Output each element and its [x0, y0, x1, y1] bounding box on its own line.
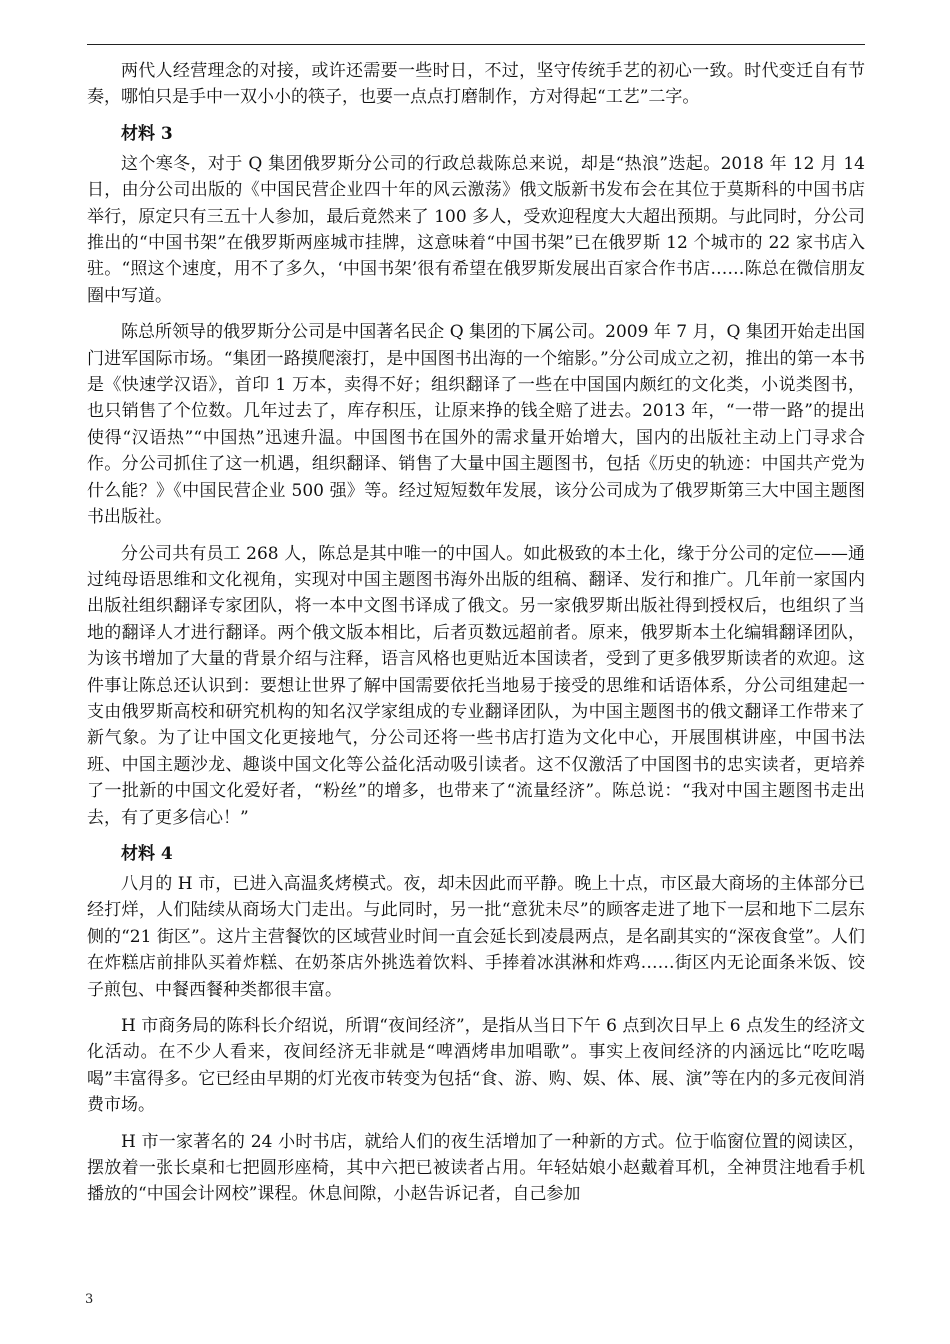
paragraph: H 市商务局的陈科长介绍说，所谓“夜间经济”，是指从当日下午 6 点到次日早上 6 点发生的经济文化活动。在不少人看来，夜间经济无非就是“啤酒烤串加唱歌”。事实上夜间经济的内涵远比“吃吃喝喝”丰富得多。它已经由早期的灯光夜市转变为包括“食、游、购、娱、体、展、演”等在内的多元夜间消费市场。	[87, 1016, 865, 1116]
paragraph: 陈总所领导的俄罗斯分公司是中国著名民企 Q 集团的下属公司。2009 年 7 月，Q 集团开始走出国门进军国际市场。“集团一路摸爬滚打，是中国图书出海的一个缩影。”分公司成立之初，推出的第一本书是《快速学汉语》，首印 1 万本，卖得不好；组织翻译了一些在中国国内颇红的文化类，小说类图书，也只销售了个位数。几年过去了，库存积压，让原来挣的钱全赔了进去。2013 年，“一带一路”的提出使得“汉语热”“中国热”迅速升温。中国图书在国外的需求量开始增大，国内的出版社主动上门寻求合作。分公司抓住了这一机遇，组织翻译、销售了大量中国主题图书，包括《历史的轨迹：中国共产党为什么能？》《中国民营企业 500 强》等。经过短短数年发展，该分公司成为了俄罗斯第三大中国主题图书出版社。	[87, 322, 865, 528]
page-number: 3	[85, 1292, 94, 1307]
header-rule	[87, 44, 865, 45]
paragraph: 两代人经营理念的对接，或许还需要一些时日，不过，坚守传统手艺的初心一致。时代变迁自有节奏，哪怕只是手中一双小小的筷子，也要一点点打磨制作，方对得起“工艺”二字。	[87, 61, 865, 108]
paragraph: 分公司共有员工 268 人，陈总是其中唯一的中国人。如此极致的本土化，缘于分公司的定位——通过纯母语思维和文化视角，实现对中国主题图书海外出版的组稿、翻译、发行和推广。几年前一家国内出版社组织翻译专家团队，将一本中文图书译成了俄文。另一家俄罗斯出版社得到授权后，也组织了当地的翻译人才进行翻译。两个俄文版本相比，后者页数远超前者。原来，俄罗斯本土化编辑翻译团队，为该书增加了大量的背景介绍与注释，语言风格也更贴近本国读者，受到了更多俄罗斯读者的欢迎。这件事让陈总还认识到：要想让世界了解中国需要依托当地易于接受的思维和话语体系，分公司组建起一支由俄罗斯高校和研究机构的知名汉学家组成的专业翻译团队，为中国主题图书的俄文翻译工作带来了新气象。为了让中国文化更接地气，分公司还将一些书店打造为文化中心，开展围棋讲座，中国书法班、中国主题沙龙、趣谈中国文化等公益化活动吸引读者。这不仅激活了中国图书的忠实读者，更培养了一批新的中国文化爱好者，“粉丝”的增多，也带来了“流量经济”。陈总说：“我对中国主题图书走出去，有了更多信心！”	[87, 543, 865, 828]
paragraph: H 市一家著名的 24 小时书店，就给人们的夜生活增加了一种新的方式。位于临窗位置的阅读区，摆放着一张长桌和七把圆形座椅，其中六把已被读者占用。年轻姑娘小赵戴着耳机，全神贯注地看手机播放的“中国会计网校”课程。休息间隙，小赵告诉记者，自己参加	[87, 1131, 865, 1205]
section-heading-material-4: 材料 4	[121, 843, 173, 864]
document-body	[87, 58, 865, 1218]
paragraph: 八月的 H 市，已进入高温炙烤模式。夜，却未因此而平静。晚上十点，市区最大商场的主体部分已经打烊，人们陆续从商场大门走出。与此同时，另一批“意犹未尽”的顾客走进了地下一层和地下二层东侧的“21 街区”。这片主营餐饮的区域营业时间一直会延长到凌晨两点，是名副其实的“深夜食堂”。人们在炸糕店前排队买着炸糕、在奶茶店外挑选着饮料、手捧着冰淇淋和炸鸡……街区内无论面条米饭、饺子煎包、中餐西餐种类都很丰富。	[87, 873, 865, 1000]
section-heading-material-3: 材料 3	[121, 123, 173, 144]
paragraph: 这个寒冬，对于 Q 集团俄罗斯分公司的行政总裁陈总来说，却是“热浪”迭起。2018 年 12 月 14 日，由分公司出版的《中国民营企业四十年的风云激荡》俄文版新书发布会在其位于莫斯科的中国书店举行，原定只有三五十人参加，最后竟然来了 100 多人，受欢迎程度大大超出预期。与此同时，分公司推出的“中国书架”在俄罗斯两座城市挂牌，这意味着“中国书架”已在俄罗斯 12 个城市的 22 家书店入驻。“照这个速度，用不了多久，‘中国书架’很有希望在俄罗斯发展出百家合作书店……陈总在微信朋友圈中写道。	[87, 153, 865, 306]
